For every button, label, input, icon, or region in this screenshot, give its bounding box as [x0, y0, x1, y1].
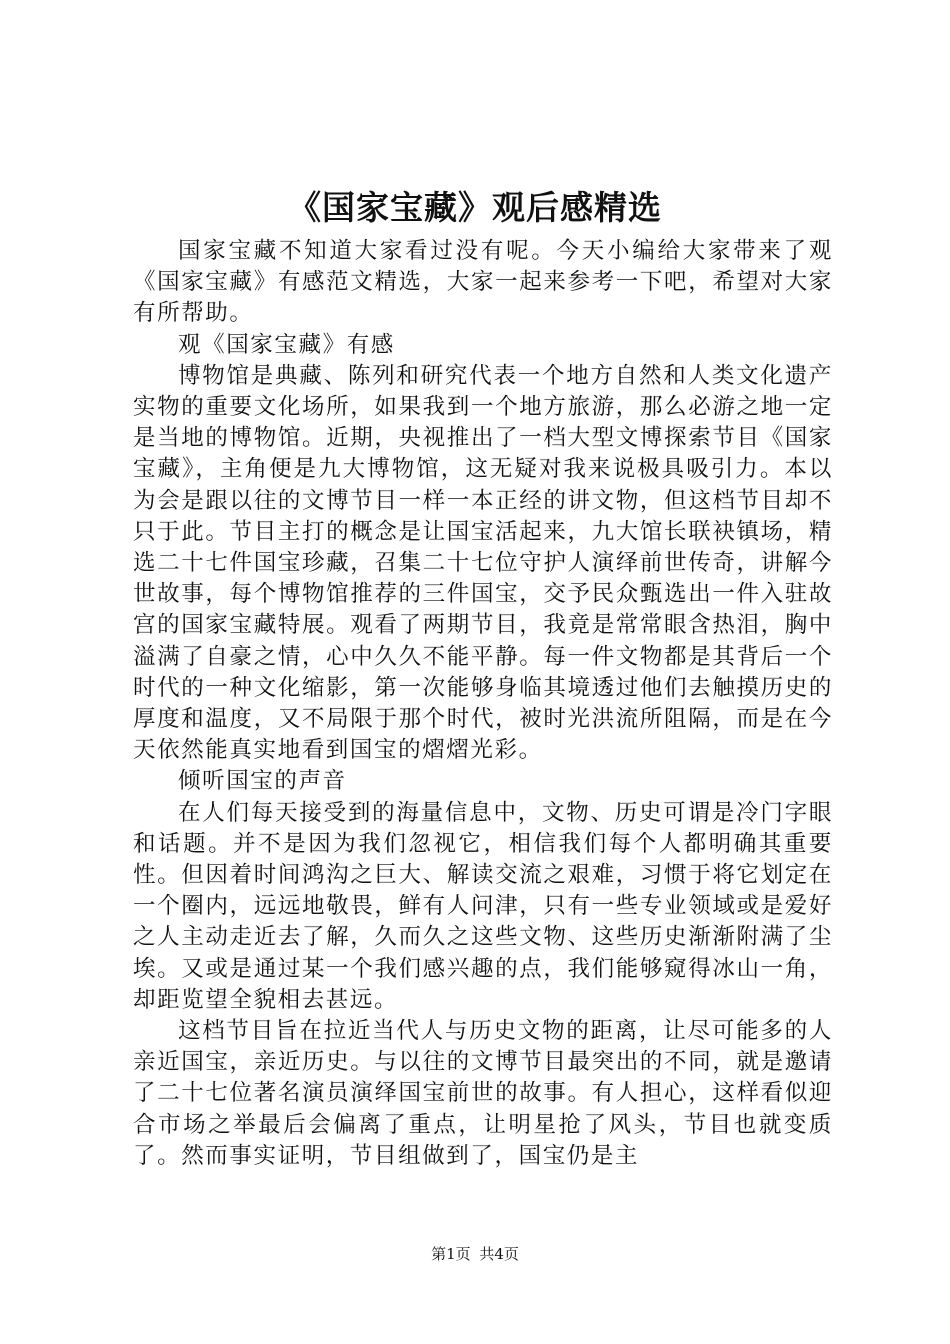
section-heading: 观《国家宝藏》有感: [178, 331, 395, 358]
document-title: 《国家宝藏》观后感精选: [288, 188, 662, 227]
page-total: 共4页: [479, 1245, 519, 1263]
paragraph-program: 这档节目旨在拉近当代人与历史文物的距离，让尽可能多的人亲近国宝，亲近历史。与以往的文博节目最突出的不同，就是邀请了二十七位著名演员演绎国宝前世的故事。有人担心，这样看似迎合市场之举最后会偏离了重点，让明星抢了风头，节目也就变质了。然而事实证明，节目组做到了，国宝仍是主: [133, 1018, 833, 1169]
paragraph-history: 在人们每天接受到的海量信息中，文物、历史可谓是冷门字眼和话题。并不是因为我们忽视它，相信我们每个人都明确其重要性。但因着时间鸿沟之巨大、解读交流之艰难，习惯于将它划定在一个圈内，远远地敬畏，鲜有人问津，只有一些专业领域或是爱好之人主动走近去了解，久而久之这些文物、这些历史渐渐附满了尘埃。又或是通过某一个我们感兴趣的点，我们能够窥得冰山一角，却距览望全貌相去甚远。: [133, 799, 833, 1013]
document-body: [133, 236, 833, 1172]
page-number: 第1页: [431, 1245, 471, 1263]
paragraph-museum: 博物馆是典藏、陈列和研究代表一个地方自然和人类文化遗产实物的重要文化场所，如果我到一个地方旅游，那么必游之地一定是当地的博物馆。近期，央视推出了一档大型文博探索节目《国家宝藏》，主角便是九大博物馆，这无疑对我来说极具吸引力。本以为会是跟以往的文博节目一样一本正经的讲文物，但这档节目却不只于此。节目主打的概念是让国宝活起来，九大馆长联袂镇场，精选二十七件国宝珍藏，召集二十七位守护人演绎前世传奇，讲解今世故事，每个博物馆推荐的三件国宝，交予民众甄选出一件入驻故宫的国家宝藏特展。观看了两期节目，我竟是常常眼含热泪，胸中溢满了自豪之情，心中久久不能平静。每一件文物都是其背后一个时代的一种文化缩影，第一次能够身临其境透过他们去触摸历史的厚度和温度，又不局限于那个时代，被时光洪流所阻隔，而是在今天依然能真实地看到国宝的熠熠光彩。: [133, 362, 833, 764]
section-heading: 倾听国宝的声音: [178, 768, 347, 795]
page-footer: [0, 1244, 950, 1264]
paragraph-intro: 国家宝藏不知道大家看过没有呢。今天小编给大家带来了观《国家宝藏》有感范文精选，大家一起来参考一下吧，希望对大家有所帮助。: [133, 238, 833, 327]
